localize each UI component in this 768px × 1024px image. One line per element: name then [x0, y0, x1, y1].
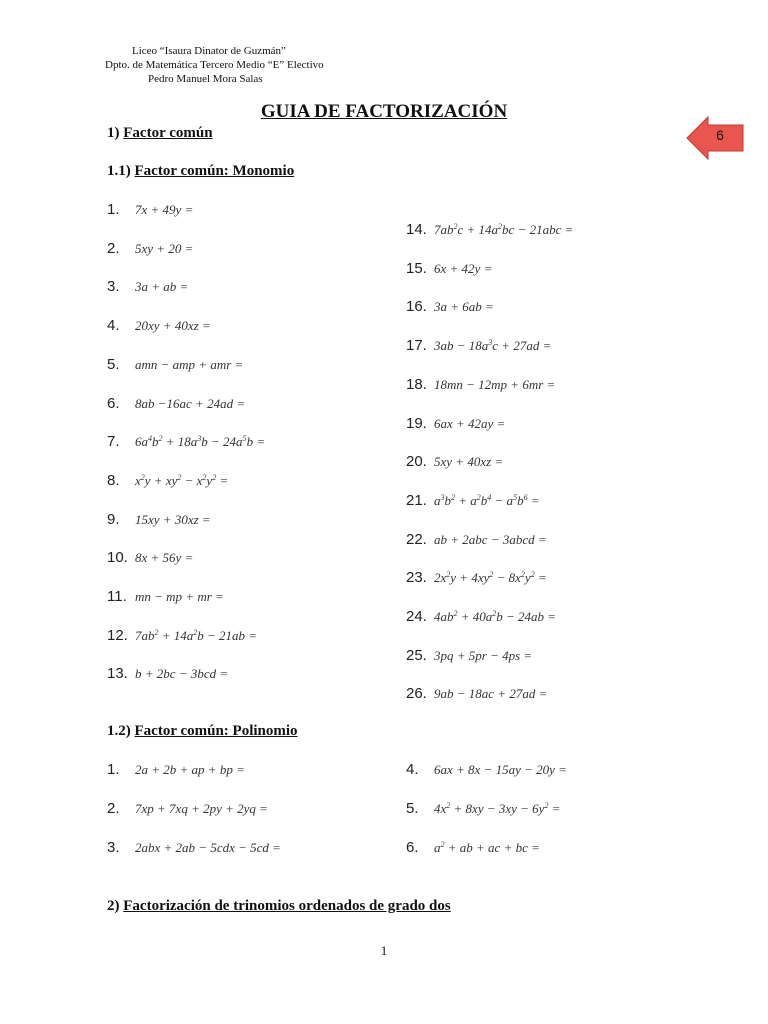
exercise-number: 12.: [107, 626, 128, 644]
exercise-expression: 6ax + 8x − 15ay − 20y =: [434, 762, 567, 777]
exercise-item: [107, 548, 194, 568]
exercise-expression: $7ab^2 + 14a^2b - 21ab$ =: [135, 627, 258, 643]
exercise-number: 2.: [107, 800, 120, 817]
exercise-item: [107, 355, 244, 375]
section-1-heading: [107, 125, 213, 142]
exercise-item: [107, 510, 211, 530]
exercise-number: 4.: [107, 317, 120, 335]
exercise-number: 19.: [406, 414, 427, 432]
exercise-expression: 18mn − 12mp + 6mr =: [434, 376, 556, 392]
exercise-item: [406, 491, 540, 511]
exercise-expression: $6a^4b^2 + 18a^3b - 24a^5b$ =: [135, 434, 266, 450]
school-name: Liceo “Isaura Dinator de Guzmán”: [132, 45, 286, 57]
exercise-item: [107, 239, 194, 259]
exercise-item: [107, 394, 246, 414]
exercise-expression: 6ax + 42ay =: [434, 415, 506, 431]
exercise-item: [107, 277, 189, 297]
exercise-item: [107, 626, 258, 646]
section-1-1-title: Factor común: Monomio: [134, 163, 295, 179]
exercise-item: [107, 432, 266, 452]
exercise-expression: $a^3b^2 + a^2b^4 - a^5b^6$ =: [434, 492, 540, 508]
exercise-number: 5.: [406, 800, 419, 817]
exercise-expression: 20xy + 40xz =: [135, 318, 211, 334]
exercise-number: 26.: [406, 685, 427, 703]
exercise-item: [107, 664, 229, 684]
exercise-number: 6.: [107, 394, 120, 412]
exercise-number: 7.: [107, 433, 120, 451]
exercise-number: 16.: [406, 298, 427, 316]
exercise-item: [107, 838, 281, 858]
exercise-expression: amn − amp + amr =: [135, 356, 244, 372]
exercise-item: [406, 259, 493, 279]
exercise-expression: 9ab − 18ac + 27ad =: [434, 686, 548, 702]
exercise-number: 20.: [406, 453, 427, 471]
exercise-expression: $a^2$ + ab + ac + bc =: [434, 840, 540, 855]
teacher-name: Pedro Manuel Mora Salas: [148, 73, 263, 85]
exercise-number: 11.: [107, 588, 127, 605]
exercise-expression: $7ab^2c + 14a^2bc - 21abc$ =: [434, 222, 574, 237]
section-2-title: Factorización de trinomios ordenados de grado dos: [123, 898, 451, 914]
exercise-expression: 3a + 6ab =: [434, 299, 494, 315]
section-1-2-heading: [107, 723, 298, 740]
exercise-item: [406, 220, 574, 240]
exercise-number: 22.: [406, 530, 427, 548]
exercise-number: 2.: [107, 239, 120, 257]
exercise-expression: 2abx + 2ab − 5cdx − 5cd =: [135, 840, 281, 855]
exercise-number: 4.: [406, 761, 419, 778]
exercise-item: [107, 760, 245, 780]
exercise-number: 18.: [406, 375, 427, 393]
exercise-expression: 5xy + 20 =: [135, 240, 194, 256]
section-1-1-number: 1.1): [107, 163, 131, 179]
section-1-title: Factor común: [123, 125, 213, 141]
exercise-item: [107, 799, 268, 819]
section-1-2-title: Factor común: Polinomio: [134, 723, 298, 739]
exercise-expression: $3ab - 18a^3c + 27ad$ =: [434, 338, 552, 354]
page-badge-label: 6: [716, 127, 724, 143]
exercise-item: [406, 336, 552, 356]
exercise-expression: 7x + 49y =: [135, 202, 194, 217]
exercise-item: [406, 646, 533, 666]
exercise-number: 3.: [107, 839, 120, 856]
exercise-number: 17.: [406, 337, 427, 355]
exercise-item: [107, 587, 224, 607]
exercise-item: [406, 452, 504, 472]
section-1-2-number: 1.2): [107, 723, 131, 739]
exercise-expression: 3pq + 5pr − 4ps =: [434, 647, 533, 663]
exercise-number: 15.: [406, 259, 427, 277]
page-number: 1: [380, 943, 388, 958]
exercise-number: 21.: [406, 491, 427, 509]
exercise-number: 9.: [107, 510, 120, 528]
exercise-expression: mn − mp + mr =: [135, 589, 224, 604]
exercise-expression: 15xy + 30xz =: [135, 511, 211, 527]
exercise-expression: 6x + 42y =: [434, 260, 493, 276]
exercise-number: 5.: [107, 355, 120, 373]
exercise-expression: 5xy + 40xz =: [434, 454, 504, 470]
section-1-1-heading: [107, 163, 294, 180]
exercise-expression: ab + 2abc − 3abcd =: [434, 531, 547, 547]
exercise-item: [107, 471, 229, 491]
exercise-expression: $2x^2y + 4xy^2 - 8x^2y^2$ =: [434, 570, 547, 586]
exercise-number: 1.: [107, 201, 120, 218]
exercise-expression: b + 2bc − 3bcd =: [135, 666, 229, 682]
page-title: GUIA DE FACTORIZACIÓN: [260, 101, 508, 122]
exercise-item: [406, 530, 547, 550]
exercise-number: 25.: [406, 646, 427, 664]
exercise-item: [406, 838, 540, 858]
exercise-number: 6.: [406, 839, 419, 856]
exercise-expression: 3a + ab =: [135, 279, 189, 295]
exercise-number: 14.: [406, 221, 427, 238]
exercise-expression: 2a + 2b + ap + bp =: [135, 762, 245, 777]
exercise-item: [406, 568, 547, 588]
exercise-number: 23.: [406, 569, 427, 587]
department-line: Dpto. de Matemática Tercero Medio “E” Electivo: [105, 59, 324, 71]
exercise-expression: 8x + 56y =: [135, 550, 194, 566]
exercise-number: 3.: [107, 278, 120, 296]
exercise-expression: $4ab^2 + 40a^2b - 24ab$ =: [434, 609, 557, 624]
exercise-item: [406, 684, 548, 704]
exercise-expression: $4x^2 + 8xy - 3xy - 6y^2$ =: [434, 801, 561, 816]
exercise-item: [406, 414, 506, 434]
exercise-expression: 7xp + 7xq + 2py + 2yq =: [135, 801, 268, 816]
section-1-number: 1): [107, 125, 120, 141]
exercise-number: 10.: [107, 549, 128, 567]
exercise-item: [107, 200, 194, 220]
exercise-item: [406, 799, 561, 819]
exercise-item: [406, 375, 556, 395]
exercise-number: 24.: [406, 608, 427, 625]
exercise-item: [406, 760, 567, 780]
section-2-heading: [107, 898, 451, 915]
section-2-number: 2): [107, 898, 120, 914]
exercise-number: 1.: [107, 761, 120, 778]
exercise-item: [107, 316, 211, 336]
exercise-number: 13.: [107, 665, 128, 683]
exercise-expression: 8ab −16ac + 24ad =: [135, 395, 246, 411]
exercise-item: [406, 607, 557, 627]
exercise-item: [406, 297, 494, 317]
exercise-expression: $x^2y + xy^2 - x^2y^2$ =: [135, 472, 229, 488]
exercise-number: 8.: [107, 471, 120, 489]
